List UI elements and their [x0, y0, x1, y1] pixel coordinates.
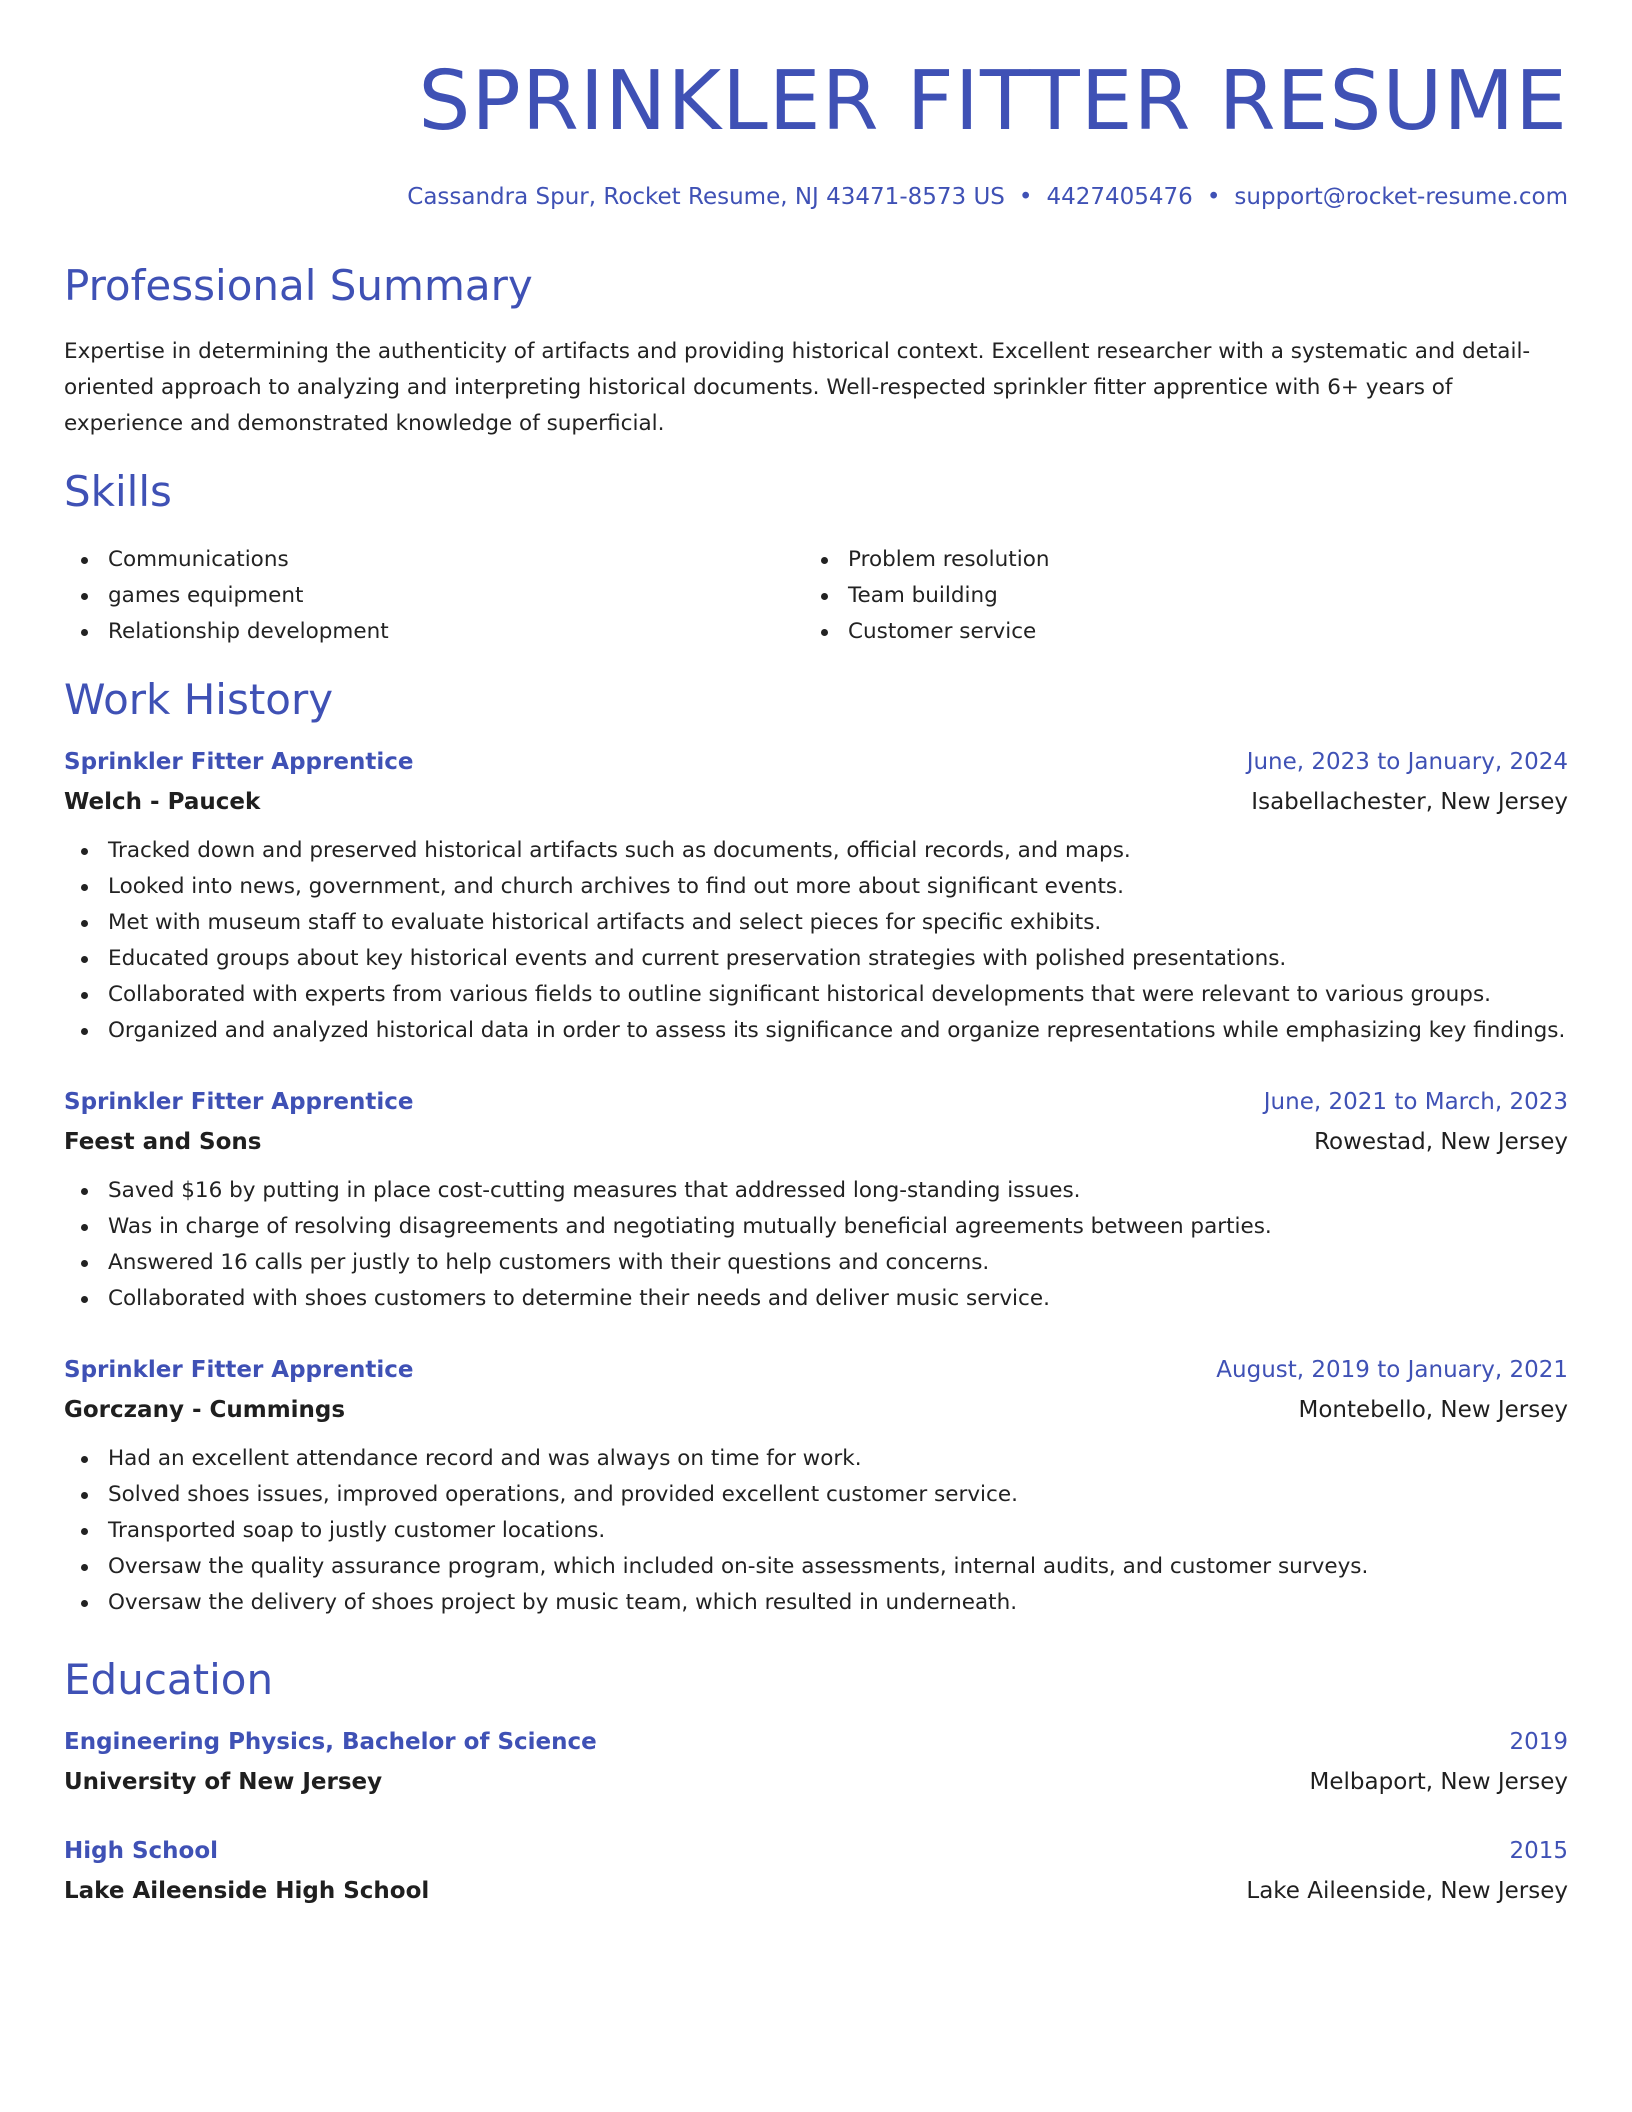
list-item: Educated groups about key historical events and current preservation strategies with polished presentations. [64, 941, 1568, 977]
contact-email: support@rocket-resume.com [1234, 184, 1568, 210]
job-title: Sprinkler Fitter Apprentice [64, 1357, 414, 1383]
school-location: Lake Aileenside, New Jersey [1246, 1878, 1568, 1904]
job-entry [64, 743, 1568, 1049]
skill-item: Problem resolution [804, 542, 1049, 578]
skill-item: Team building [804, 578, 1049, 614]
company-name: Feest and Sons [64, 1129, 262, 1155]
skills-heading: Skills [64, 467, 172, 516]
school-name: Lake Aileenside High School [64, 1878, 430, 1904]
list-item: Collaborated with shoes customers to determine their needs and deliver music service. [64, 1281, 1568, 1317]
skill-item: games equipment [64, 578, 389, 614]
education-entry [64, 1832, 1568, 1910]
job-title: Sprinkler Fitter Apprentice [64, 1089, 414, 1115]
list-item: Oversaw the delivery of shoes project by music team, which resulted in underneath. [64, 1585, 1568, 1621]
job-entry [64, 1351, 1568, 1621]
graduation-year: 2015 [1509, 1838, 1568, 1864]
school-location: Melbaport, New Jersey [1309, 1769, 1568, 1795]
education-heading: Education [64, 1655, 274, 1704]
list-item: Saved $16 by putting in place cost-cutting measures that addressed long-standing issues. [64, 1173, 1568, 1209]
contact-address: Cassandra Spur, Rocket Resume, NJ 43471-8573 US [407, 184, 1005, 210]
skills-list-right [804, 542, 1049, 650]
job-location: Montebello, New Jersey [1298, 1397, 1568, 1423]
list-item: Looked into news, government, and church archives to find out more about significant events. [64, 869, 1568, 905]
skill-item: Relationship development [64, 614, 389, 650]
job-bullets [64, 1441, 1568, 1621]
work-history-heading: Work History [64, 675, 334, 724]
skills-list-left [64, 542, 389, 650]
summary-heading: Professional Summary [64, 261, 533, 310]
list-item: Met with museum staff to evaluate historical artifacts and select pieces for specific exhibits. [64, 905, 1568, 941]
contact-phone: 4427405476 [1046, 184, 1193, 210]
summary-text: Expertise in determining the authenticity of artifacts and providing historical context. Excellent researcher with a systematic and detail-oriented approach to analyzing and interpreting historical documents. Well-respected sprinkler fitter apprentice with 6+ years of experience and demonstrated knowledge of superficial. [64, 339, 1531, 436]
list-item: Tracked down and preserved historical artifacts such as documents, official records, and maps. [64, 833, 1568, 869]
job-dates: August, 2019 to January, 2021 [1216, 1357, 1568, 1383]
education-entry [64, 1723, 1568, 1801]
separator-dot: • [1018, 184, 1033, 210]
job-bullets [64, 833, 1568, 1049]
degree-name: Engineering Physics, Bachelor of Science [64, 1729, 597, 1755]
contact-line [407, 180, 1568, 214]
list-item: Had an excellent attendance record and was always on time for work. [64, 1441, 1568, 1477]
job-dates: June, 2023 to January, 2024 [1246, 749, 1568, 775]
job-entry [64, 1083, 1568, 1317]
graduation-year: 2019 [1509, 1729, 1568, 1755]
list-item: Answered 16 calls per justly to help customers with their questions and concerns. [64, 1245, 1568, 1281]
company-name: Welch - Paucek [64, 789, 261, 815]
resume-title: SPRINKLER FITTER RESUME [418, 54, 1568, 149]
job-dates: June, 2021 to March, 2023 [1263, 1089, 1568, 1115]
list-item: Solved shoes issues, improved operations, and provided excellent customer service. [64, 1477, 1568, 1513]
skill-item: Communications [64, 542, 389, 578]
list-item: Transported soap to justly customer locations. [64, 1513, 1568, 1549]
job-bullets [64, 1173, 1568, 1317]
job-title: Sprinkler Fitter Apprentice [64, 749, 414, 775]
list-item: Organized and analyzed historical data in order to assess its significance and organize representations while emphasizing key findings. [64, 1013, 1568, 1049]
list-item: Was in charge of resolving disagreements and negotiating mutually beneficial agreements between parties. [64, 1209, 1568, 1245]
list-item: Collaborated with experts from various fields to outline significant historical developments that were relevant to various groups. [64, 977, 1568, 1013]
school-name: University of New Jersey [64, 1769, 383, 1795]
degree-name: High School [64, 1838, 219, 1864]
company-name: Gorczany - Cummings [64, 1397, 346, 1423]
separator-dot: • [1206, 184, 1221, 210]
job-location: Rowestad, New Jersey [1314, 1129, 1568, 1155]
resume-page [64, 0, 1568, 2112]
skill-item: Customer service [804, 614, 1049, 650]
list-item: Oversaw the quality assurance program, which included on-site assessments, internal audits, and customer surveys. [64, 1549, 1568, 1585]
job-location: Isabellachester, New Jersey [1251, 789, 1568, 815]
